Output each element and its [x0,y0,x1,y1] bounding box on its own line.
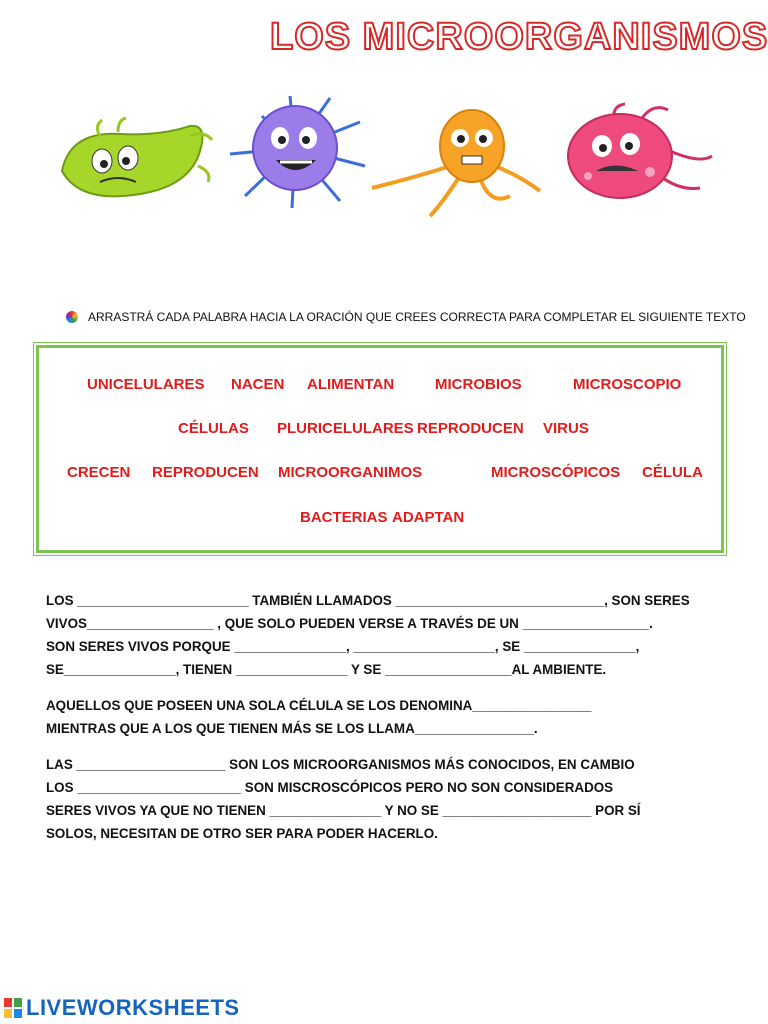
paragraph-line: SE_______________, TIENEN _______________ Y SE _________________AL AMBIENTE. [46,662,607,677]
word-microscopio[interactable]: MICROSCOPIO [573,376,682,393]
paragraph-2 [46,694,736,740]
paragraph-1 [46,589,736,681]
word-pluricelulares[interactable]: PLURICELULARES [277,420,414,437]
paragraph-line: SON SERES VIVOS PORQUE _______________, ___________________, SE _______________, [46,639,640,654]
green-microbe [62,118,212,196]
word-adaptan[interactable]: ADAPTAN [392,509,465,526]
pink-microbe [568,104,712,198]
word-microbios[interactable]: MICROBIOS [435,376,522,393]
word-unicelulares[interactable]: UNICELULARES [87,376,205,393]
word-microscopicos[interactable]: MICROSCÓPICOS [491,464,621,481]
liveworksheets-brand: LIVEWORKSHEETS [26,995,240,1020]
paragraph-line: LOS _______________________ TAMBIÉN LLAMADOS ____________________________, SON SERES [46,593,690,608]
paragraph-line: MIENTRAS QUE A LOS QUE TIENEN MÁS SE LOS LLAMA________________. [46,721,538,736]
word-crecen[interactable]: CRECEN [67,464,131,481]
instruction [66,310,746,324]
word-alimentan[interactable]: ALIMENTAN [307,376,395,393]
instruction-text: ARRASTRÁ CADA PALABRA HACIA LA ORACIÓN QUE CREES CORRECTA PARA COMPLETAR EL SIGUIENTE TEXTO [88,310,746,324]
word-reproducen[interactable]: REPRODUCEN [417,420,524,437]
orange-microbe [372,110,540,216]
page-title: LOS MICROORGANISMOS [270,16,768,58]
purple-microbe [230,96,365,208]
paragraph-line: SOLOS, NECESITAN DE OTRO SER PARA PODER HACERLO. [46,826,438,841]
footer-logo[interactable] [4,995,240,1021]
word-bank [36,345,724,553]
word-nacen[interactable]: NACEN [231,376,285,393]
word-celulas[interactable]: CÉLULAS [178,420,249,437]
paragraph-line: LAS ____________________ SON LOS MICROORGANISMOS MÁS CONOCIDOS, EN CAMBIO [46,757,635,772]
microbes-illustration [40,76,730,226]
word-bacterias[interactable]: BACTERIAS [300,509,388,526]
paragraph-line: LOS ______________________ SON MISCROSCÓPICOS PERO NO SON CONSIDERADOS [46,780,614,795]
word-reproducen-2[interactable]: REPRODUCEN [152,464,259,481]
paragraph-line: SERES VIVOS YA QUE NO TIENEN _______________ Y NO SE ____________________ POR SÍ [46,803,641,818]
word-microorganimos[interactable]: MICROORGANIMOS [278,464,423,481]
paragraph-line: AQUELLOS QUE POSEEN UNA SOLA CÉLULA SE LOS DENOMINA________________ [46,698,592,713]
paragraph-3 [46,753,736,845]
liveworksheets-logo-icon [4,998,22,1018]
bullet-icon [66,311,78,323]
word-virus[interactable]: VIRUS [543,420,589,437]
word-celula[interactable]: CÉLULA [642,464,703,481]
paragraph-line: VIVOS_________________ , QUE SOLO PUEDEN VERSE A TRAVÉS DE UN _________________. [46,616,653,631]
